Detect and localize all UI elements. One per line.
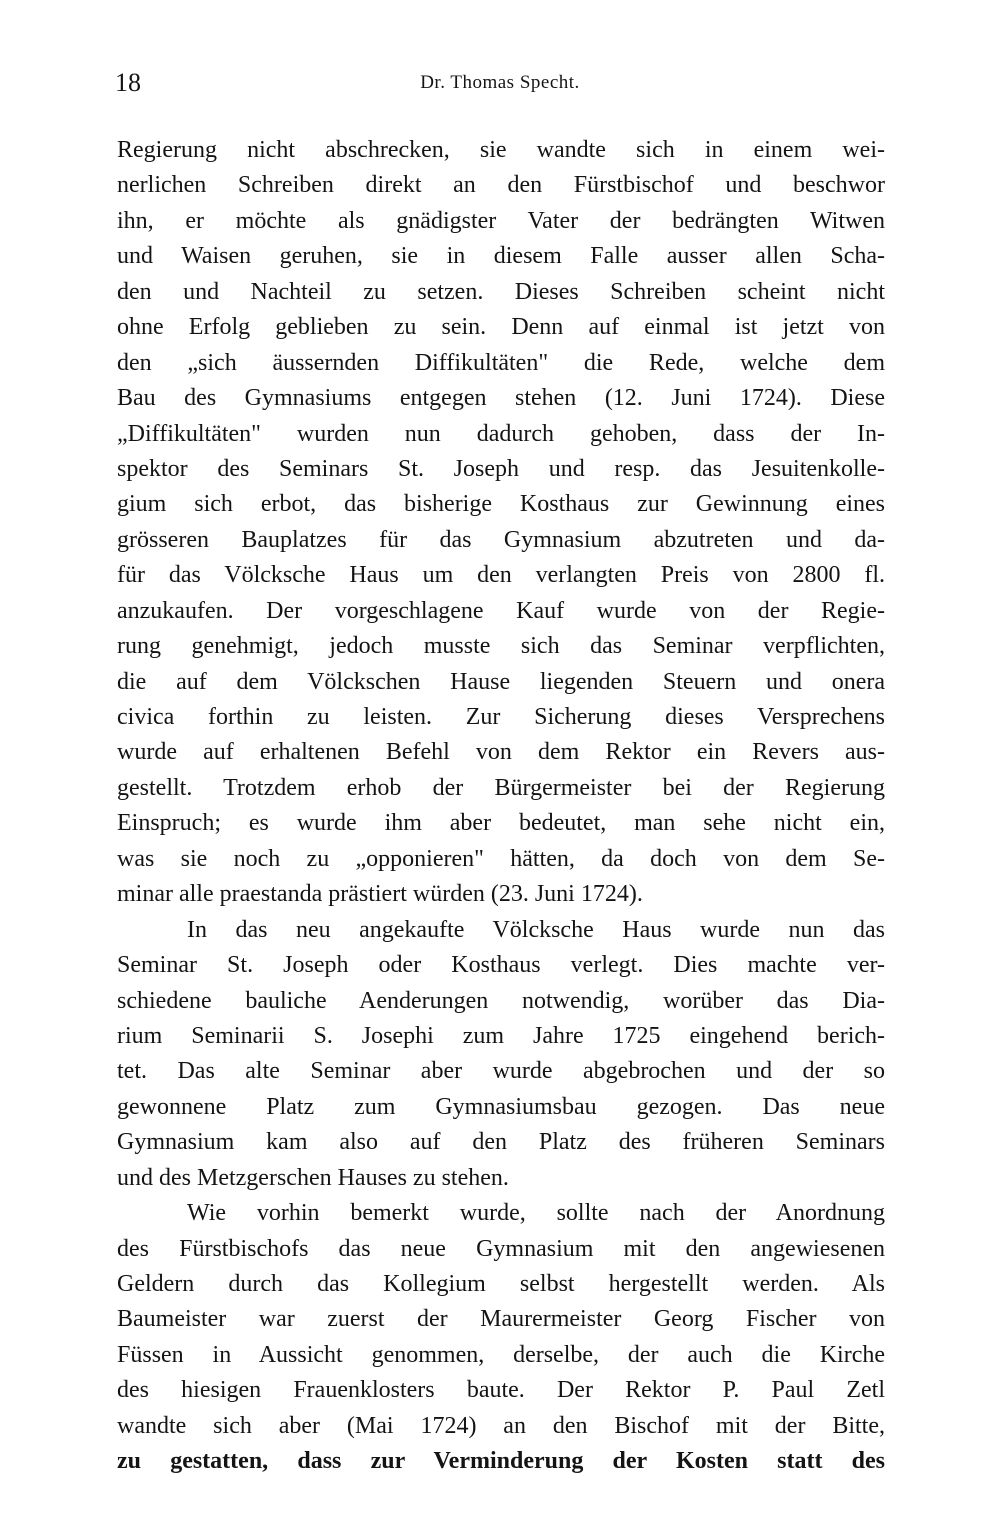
text-line: gewonnene Platz zum Gymnasiumsbau gezogen. Das neue <box>117 1093 885 1120</box>
text-line: Einspruch; es wurde ihm aber bedeutet, man sehe nicht ein, <box>117 810 885 837</box>
text-line: zu gestatten, dass zur Verminderung der Kosten statt des <box>117 1448 885 1475</box>
text-line: Bau des Gymnasiums entgegen stehen (12. Juni 1724). Diese <box>117 385 885 412</box>
text-line: Gymnasium kam also auf den Platz des früheren Seminars <box>117 1129 885 1156</box>
text-line: für das Völcksche Haus um den verlangten Preis von 2800 fl. <box>117 562 885 589</box>
text-line: des hiesigen Frauenklosters baute. Der Rektor P. Paul Zetl <box>117 1377 885 1404</box>
text-line: minar alle praestanda prästiert würden (23. Juni 1724). <box>117 881 643 908</box>
text-line: schiedene bauliche Aenderungen notwendig, worüber das Dia- <box>117 987 885 1014</box>
text-line: spektor des Seminars St. Joseph und resp. das Jesuitenkolle- <box>117 455 885 482</box>
page-header <box>115 66 885 100</box>
text-line: den „sich äussernden Diffikultäten" die Rede, welche dem <box>117 349 885 376</box>
text-line: grösseren Bauplatzes für das Gymnasium abzutreten und da- <box>117 526 885 553</box>
text-line: rium Seminarii S. Josephi zum Jahre 1725 eingehend berich- <box>117 1022 885 1049</box>
body-text <box>117 133 885 1480</box>
text-line: „Diffikultäten" wurden nun dadurch gehoben, dass der In- <box>117 420 885 447</box>
text-line: und des Metzgerschen Hauses zu stehen. <box>117 1164 509 1191</box>
text-line: gium sich erbot, das bisherige Kosthaus zur Gewinnung eines <box>117 491 885 518</box>
text-line: was sie noch zu „opponieren" hätten, da doch von dem Se- <box>117 845 885 872</box>
text-line: tet. Das alte Seminar aber wurde abgebrochen und der so <box>117 1058 885 1085</box>
text-line: Regierung nicht abschrecken, sie wandte sich in einem wei- <box>117 137 885 163</box>
text-line: Wie vorhin bemerkt wurde, sollte nach der Anordnung <box>187 1200 885 1227</box>
text-line: den und Nachteil zu setzen. Dieses Schreiben scheint nicht <box>117 278 885 305</box>
text-line: Geldern durch das Kollegium selbst hergestellt werden. Als <box>117 1271 885 1297</box>
text-line: In das neu angekaufte Völcksche Haus wurde nun das <box>187 916 885 943</box>
text-line: wandte sich aber (Mai 1724) an den Bischof mit der Bitte, <box>117 1412 885 1439</box>
page-number: 18 <box>115 68 141 97</box>
text-line: anzukaufen. Der vorgeschlagene Kauf wurde von der Regie- <box>117 597 885 624</box>
text-line: wurde auf erhaltenen Befehl von dem Rektor ein Revers aus- <box>117 739 885 766</box>
text-line: Füssen in Aussicht genommen, derselbe, der auch die Kirche <box>117 1341 885 1368</box>
text-line: civica forthin zu leisten. Zur Sicherung dieses Versprechens <box>117 704 885 730</box>
running-head: Dr. Thomas Specht. <box>420 72 580 93</box>
text-line: gestellt. Trotzdem erhob der Bürgermeister bei der Regierung <box>117 774 885 801</box>
text-line: Seminar St. Joseph oder Kosthaus verlegt. Dies machte ver- <box>117 952 885 979</box>
text-line: und Waisen geruhen, sie in diesem Falle ausser allen Scha- <box>117 243 885 270</box>
text-line: ohne Erfolg geblieben zu sein. Denn auf einmal ist jetzt von <box>117 314 885 341</box>
text-line: die auf dem Völckschen Hause liegenden Steuern und onera <box>117 668 885 695</box>
text-line: Baumeister war zuerst der Maurermeister Georg Fischer von <box>117 1306 885 1333</box>
text-line: ihn, er möchte als gnädigster Vater der bedrängten Witwen <box>117 207 885 234</box>
text-line: nerlichen Schreiben direkt an den Fürstbischof und beschwor <box>117 172 885 199</box>
text-line: des Fürstbischofs das neue Gymnasium mit den angewiesenen <box>117 1235 885 1262</box>
text-line: rung genehmigt, jedoch musste sich das Seminar verpflichten, <box>117 633 885 660</box>
